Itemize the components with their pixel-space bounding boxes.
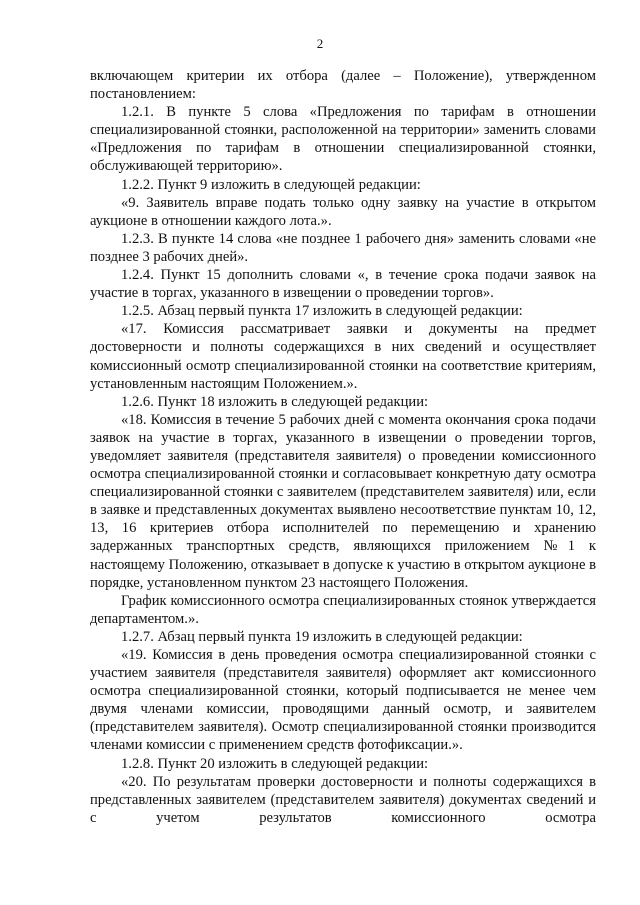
paragraph-point-18: «18. Комиссия в течение 5 рабочих дней с момента окончания срока подачи заявок на участие в торгах, указанного в извещении о проведении торгов, уведомляет заявителя (представителя заявителя) о проведении комиссионного осмотра специализированной стоянки и согласовывает конкретную дату осмотра специализированной стоянки с заявителем (представителем заявителя) или, если в заявке и представленных документах выявлено несоответствие пунктам 10, 12, 13, 16 критериев отбора исполнителей по перемещению и хранению задержанных транспортных средств, являющихся приложением №1 к настоящему Положению, отказывает в допуске к участию в открытом аукционе в порядке, установленном пунктом 23 настоящего Положения. xyxy=(90,411,596,591)
paragraph-1-2-8: 1.2.8. Пункт 20 изложить в следующей редакции: xyxy=(121,755,429,772)
paragraph-point-9: «9. Заявитель вправе подать только одну заявку на участие в открытом аукционе в отношении каждого лота.». xyxy=(90,194,596,229)
paragraph-point-19: «19. Комиссия в день проведения осмотра специализированной стоянки с участием заявителя (представителя заявителя) оформляет акт комиссионного осмотра специализированной стоянки, который подписывается не менее чем двумя членами комиссии, проводящими данный осмотр, и заявителем (представителем заявителя). Осмотр специализированной стоянки производится членами комиссии с применением средств фотофиксации.». xyxy=(90,647,596,754)
paragraph-point-20: «20. По результатам проверки достоверности и полноты содержащихся в представленных заявителем (представителем заявителя) документах сведений и с учетом результатов комиссионного осмотра xyxy=(90,773,596,826)
paragraph-1-2-5: 1.2.5. Абзац первый пункта 17 изложить в следующей редакции: xyxy=(121,303,523,320)
paragraph-1-2-4: 1.2.4. Пункт 15 дополнить словами «, в течение срока подачи заявок на участие в торгах, указанного в извещении о проведении торгов». xyxy=(90,267,596,302)
paragraph-1-2-7: 1.2.7. Абзац первый пункта 19 изложить в следующей редакции: xyxy=(121,628,523,645)
paragraph-1-2-1: 1.2.1. В пункте 5 слова «Предложения по тарифам в отношении специализированной стоянки, расположенной на территории» заменить словами «Предложения по тарифам в отношении специализированной стоянки, обслуживающей территорию». xyxy=(90,104,596,175)
paragraph-intro-continuation: включающем критерии их отбора (далее – Положение), утвержденном постановлением: xyxy=(90,68,596,103)
document-body xyxy=(90,67,596,827)
paragraph-inspection-schedule: График комиссионного осмотра специализированных стоянок утверждается департаментом.». xyxy=(90,592,596,627)
paragraph-1-2-3: 1.2.3. В пункте 14 слова «не позднее 1 рабочего дня» заменить словами «не позднее 3 рабочих дней». xyxy=(90,230,596,265)
paragraph-point-17: «17. Комиссия рассматривает заявки и документы на предмет достоверности и полноты содержащихся в них сведений и осуществляет комиссионный осмотр специализированной стоянки на соответствие критериям, установленным настоящим Положением.». xyxy=(90,321,596,392)
paragraph-1-2-6: 1.2.6. Пункт 18 изложить в следующей редакции: xyxy=(121,393,429,410)
paragraph-1-2-2: 1.2.2. Пункт 9 изложить в следующей редакции: xyxy=(121,176,421,193)
page-number: 2 xyxy=(316,36,324,51)
